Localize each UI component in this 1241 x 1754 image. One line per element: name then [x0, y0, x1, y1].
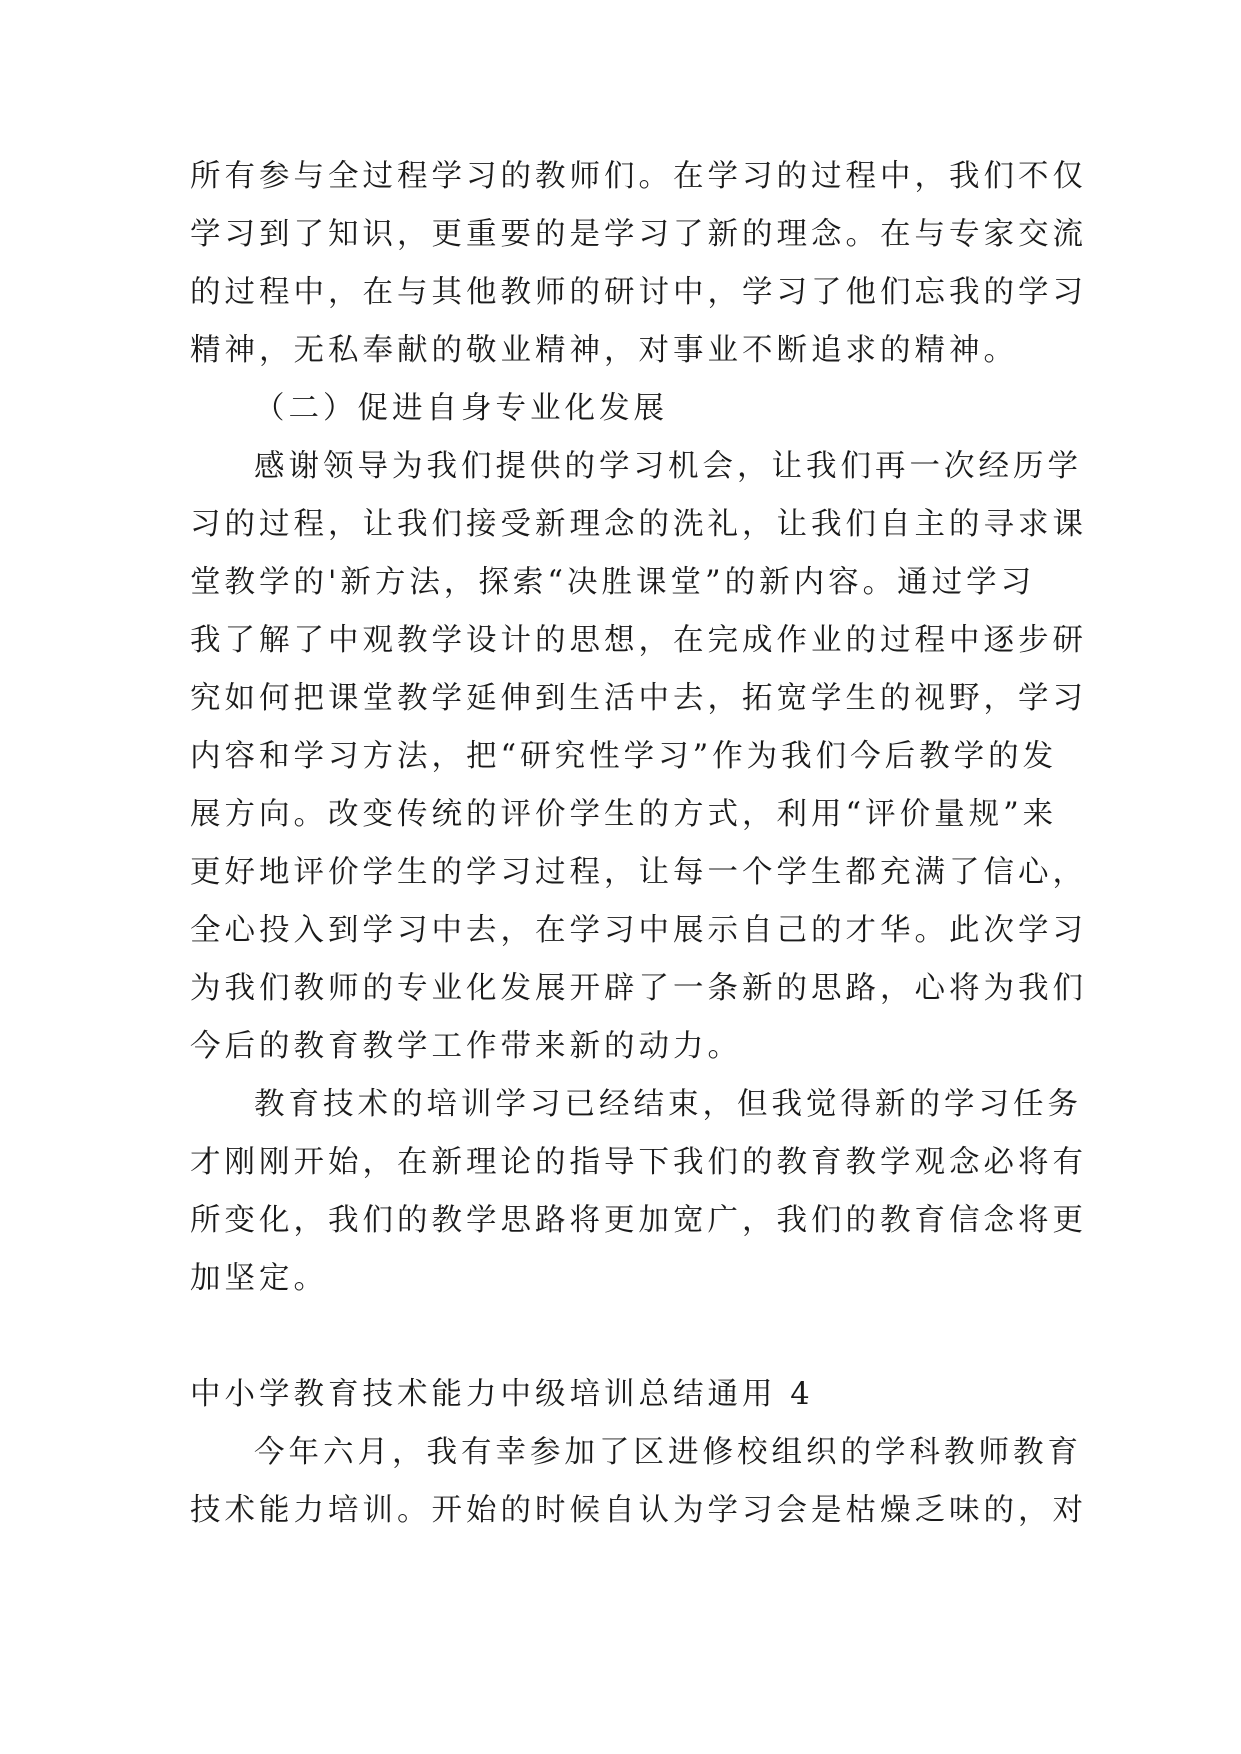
paragraph-line: 展方向。改变传统的评价学生的方式，利用“评价量规”来 — [190, 797, 1058, 832]
paragraph-line: 技术能力培训。开始的时候自认为学习会是枯燥乏味的，对 — [190, 1493, 1087, 1528]
paragraph-line: 才刚刚开始，在新理论的指导下我们的教育教学观念必将有 — [190, 1145, 1087, 1180]
paragraph-line: 所有参与全过程学习的教师们。在学习的过程中，我们不仅 — [190, 159, 1087, 194]
paragraph-line: 更好地评价学生的学习过程，让每一个学生都充满了信心， — [190, 855, 1087, 890]
paragraph-line: 加坚定。 — [190, 1261, 328, 1296]
paragraph-line: 的过程中，在与其他教师的研讨中，学习了他们忘我的学习 — [190, 275, 1087, 310]
paragraph-first-line: 感谢领导为我们提供的学习机会，让我们再一次经历学 — [254, 449, 1082, 484]
paragraph-first-line: 教育技术的培训学习已经结束，但我觉得新的学习任务 — [254, 1087, 1082, 1122]
paragraph-line: 所变化，我们的教学思路将更加宽广，我们的教育信念将更 — [190, 1203, 1087, 1238]
paragraph-line: 精神，无私奉献的敬业精神，对事业不断追求的精神。 — [190, 333, 1018, 368]
paragraph-line: 内容和学习方法，把“研究性学习”作为我们今后教学的发 — [190, 739, 1058, 774]
paragraph-line: 全心投入到学习中去，在学习中展示自己的才华。此次学习 — [190, 913, 1087, 948]
section-title: 中小学教育技术能力中级培训总结通用 4 — [190, 1377, 814, 1412]
paragraph-line: 我了解了中观教学设计的思想，在完成作业的过程中逐步研 — [190, 623, 1087, 658]
document-body — [190, 148, 1087, 1540]
paragraph-line: 学习到了知识，更重要的是学习了新的理念。在与专家交流 — [190, 217, 1087, 252]
paragraph-line: 究如何把课堂教学延伸到生活中去，拓宽学生的视野，学习 — [190, 681, 1087, 716]
paragraph-first-line: 今年六月，我有幸参加了区进修校组织的学科教师教育 — [254, 1435, 1082, 1470]
section-spacer — [190, 1308, 1062, 1366]
subheading: （二）促进自身专业化发展 — [254, 391, 668, 426]
paragraph-line: 习的过程，让我们接受新理念的洗礼，让我们自主的寻求课 — [190, 507, 1087, 542]
paragraph-line: 堂教学的'新方法，探索“决胜课堂”的新内容。通过学习 — [190, 565, 1036, 600]
paragraph-line: 为我们教师的专业化发展开辟了一条新的思路，心将为我们 — [190, 971, 1087, 1006]
paragraph-line: 今后的教育教学工作带来新的动力。 — [190, 1029, 742, 1064]
